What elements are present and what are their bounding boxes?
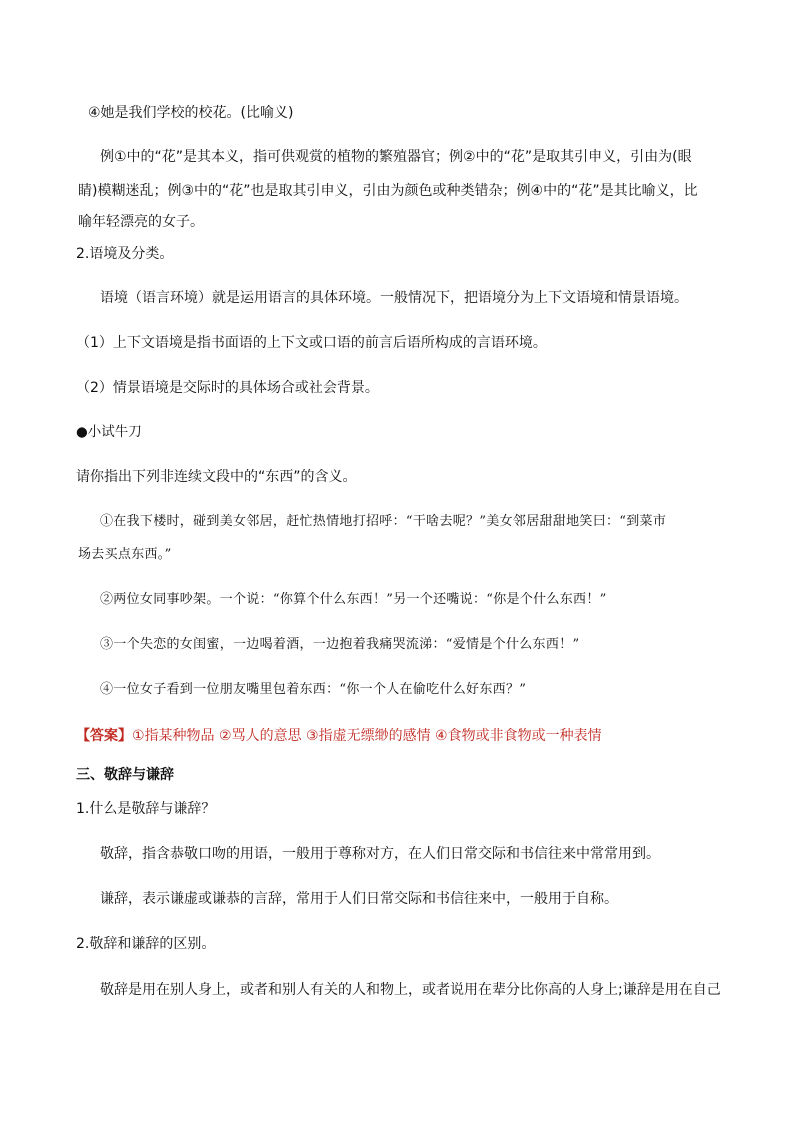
explanation-line-2: 睛)模糊迷乱；例③中的“花”也是取其引申义，引由为颜色或种类错杂；例④中的“花”是其比喻义，比: [78, 183, 698, 199]
explanation-line-1: 例①中的“花”是其本义，指可供观赏的植物的繁殖器官；例②中的“花”是取其引申义，引由为(眼: [100, 149, 692, 165]
subsection-heading-context: 2.语境及分类。: [76, 246, 174, 262]
practice-item-1-line-2: 场去买点东西。”: [78, 547, 172, 562]
practice-title: ●小试牛刀: [76, 424, 142, 440]
context-type-2: （2）情景语境是交际时的具体场合或社会背景。: [76, 380, 379, 396]
example-4-line: ④她是我们学校的校花。(比喻义): [88, 105, 294, 121]
practice-item-1-line-1: ①在我下楼时，碰到美女邻居，赶忙热情地打招呼：“干啥去呢？”美女邻居甜甜地笑曰：“到菜市: [100, 514, 667, 529]
respectful-term-definition: 敬辞，指含恭敬口吻的用语，一般用于尊称对方，在人们日常交际和书信往来中常常用到。: [100, 846, 660, 862]
answer-4: ④食物或非食物或一种表情: [435, 728, 602, 744]
practice-prompt: 请你指出下列非连续文段中的“东西”的含义。: [76, 469, 357, 485]
answer-label: 【答案】: [76, 728, 132, 744]
question-2: 2.敬辞和谦辞的区别。: [76, 936, 216, 952]
answer-1: ①指某种物品: [132, 728, 215, 744]
explanation-line-3: 喻年轻漂亮的女子。: [78, 214, 204, 230]
context-type-1: （1）上下文语境是指书面语的上下文或口语的前言后语所构成的言语环境。: [76, 335, 547, 351]
answer-2: ②骂人的意思: [219, 728, 302, 744]
difference-line-1: 敬辞是用在别人身上，或者和别人有关的人和物上，或者说用在辈分比你高的人身上;谦辞是用在自己: [100, 982, 721, 998]
practice-item-4: ④一位女子看到一位朋友嘴里包着东西：“你一个人在偷吃什么好东西？”: [100, 682, 527, 697]
humble-term-definition: 谦辞，表示谦虚或谦恭的言辞，常用于人们日常交际和书信往来中，一般用于自称。: [100, 891, 618, 907]
section-3-heading: 三、敬辞与谦辞: [76, 767, 174, 783]
answer-line: [76, 726, 602, 746]
practice-item-2: ②两位女同事吵架。一个说：“你算个什么东西！”另一个还嘴说：“你是个什么东西！”: [100, 592, 607, 607]
context-definition: 语境（语言环境）就是运用语言的具体环境。一般情况下，把语境分为上下文语境和情景语境。: [100, 290, 688, 306]
question-1: 1.什么是敬辞与谦辞？: [76, 801, 216, 817]
answer-3: ③指虚无缥缈的感情: [306, 728, 431, 744]
practice-item-3: ③一个失恋的女闺蜜，一边喝着酒，一边抱着我痛哭流涕：“爱情是个什么东西！”: [100, 637, 580, 652]
